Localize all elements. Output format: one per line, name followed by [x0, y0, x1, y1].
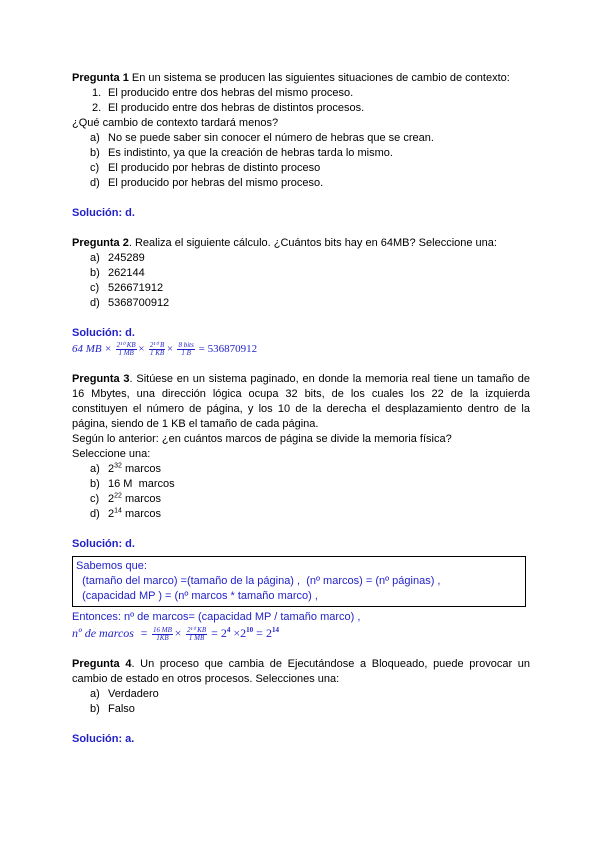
fraction — [177, 342, 194, 357]
item-number: 2. — [92, 102, 102, 114]
option-letter: c) — [90, 162, 100, 174]
option-text: Falso — [108, 702, 135, 715]
fraction — [116, 342, 137, 357]
box-line: (tamaño del marco) =(tamaño de la página) , (nº marcos) = (nº páginas) , — [76, 575, 441, 587]
option-c — [72, 492, 530, 507]
exponent: 14 — [271, 626, 279, 634]
option-text: marcos — [121, 463, 162, 475]
option-c — [72, 161, 530, 176]
numerator: 2¹⁰ KB — [116, 340, 136, 349]
q1-text: En un sistema se producen las siguientes situaciones de cambio de contexto: — [128, 72, 510, 84]
q2-text: . Realiza el siguiente cálculo. ¿Cuántos bits hay en 64MB? Seleccione una: — [128, 237, 497, 249]
q1-solution: Solución: d. — [72, 207, 135, 219]
option-letter: b) — [90, 267, 100, 279]
item-text: El producido entre dos hebras de distintos procesos. — [108, 102, 365, 114]
q4-para-line — [72, 657, 530, 672]
q3-formula: nº de marcos = $\frac{16 MB}{1KB}$ × $\frac{\text{2¹⁰ KB}}{1 MB}$ = $2^4 \times 2^{10} = 2^{14}$ — [72, 625, 279, 642]
q1-header — [72, 71, 530, 86]
exponent: 4 — [226, 626, 231, 634]
option-a — [72, 462, 530, 477]
numerator: 8 bits — [178, 340, 194, 349]
q3-para-line: 16 Mbytes, una dirección lógica ocupa 32 bits, de los cuales los 22 de la izquierda — [72, 388, 530, 400]
option-text: El producido por hebras de distinto proceso — [108, 162, 321, 174]
box-line: (capacidad MP ) = (nº marcos * tamaño marco) , — [76, 590, 318, 602]
explanation-box — [72, 556, 526, 607]
q2-label: Pregunta 2 — [72, 237, 129, 249]
q3-select: Seleccione una: — [72, 448, 151, 460]
q4-label: Pregunta 4 — [72, 657, 132, 670]
option-text: No se puede saber sin conocer el número de hebras que se crean. — [108, 132, 434, 144]
option-letter: b) — [90, 147, 100, 159]
option-d — [72, 507, 530, 522]
option-text: 5368700912 — [108, 297, 170, 309]
option-a — [72, 251, 530, 266]
numerator: 2¹⁰ B — [149, 340, 165, 349]
option-text: 526671912 — [108, 282, 164, 294]
box-line: Sabemos que: — [76, 560, 147, 572]
fraction — [152, 627, 173, 642]
item-number: 1. — [92, 87, 102, 99]
item-text: El producido entre dos hebras del mismo proceso. — [108, 87, 354, 99]
option-b — [72, 702, 530, 717]
list-item — [72, 101, 530, 116]
option-letter: b) — [90, 702, 100, 715]
option-letter: d) — [90, 508, 100, 520]
q3-para-line — [72, 372, 530, 387]
formula-lead: 64 MB × — [72, 343, 112, 355]
option-base: 2 — [108, 493, 115, 505]
option-letter: d) — [90, 297, 100, 309]
formula-lead: nº de marcos = — [72, 626, 149, 640]
option-letter: b) — [90, 478, 100, 490]
option-exponent: 32 — [114, 462, 122, 470]
option-text: marcos — [132, 478, 175, 490]
q3-question: Según lo anterior: ¿en cuántos marcos de página se divide la memoria física? — [72, 433, 452, 445]
denominator: 1 KB — [149, 348, 165, 357]
option-letter: c) — [90, 493, 100, 505]
q3-para-line: constituyen el número de página, y los 10 de la derecha el desplazamiento dentro de la — [72, 403, 530, 415]
option-text: 262144 — [108, 267, 145, 279]
para-text: . Un proceso que cambia de Ejecutándose a Bloqueado, puede provocar un — [131, 657, 530, 670]
q3-para-line: página, siendo de 1 KB el tamaño de cada página. — [72, 418, 319, 430]
q2-solution: Solución: d. — [72, 327, 135, 339]
numerator: 2¹⁰ KB — [187, 625, 207, 634]
option-base: 2 — [108, 508, 115, 520]
denominator: 1 MB — [118, 348, 134, 357]
option-text: marcos — [121, 508, 162, 520]
option-letter: a) — [90, 687, 100, 700]
option-text: Es indistinto, ya que la creación de hebras tarda lo mismo. — [108, 147, 393, 159]
q4-para-line: cambio de estado en otros procesos. Selecciones una: — [72, 672, 340, 685]
denominator: 1 B — [181, 348, 191, 357]
q1-question: ¿Qué cambio de contexto tardará menos? — [72, 117, 279, 129]
formula-result: = 536870912 — [198, 343, 258, 355]
option-text: marcos — [121, 493, 162, 505]
option-letter: a) — [90, 463, 100, 475]
exponent: 10 — [246, 626, 254, 634]
option-c — [72, 281, 530, 296]
q3-label: Pregunta 3 — [72, 373, 130, 385]
denominator: 1 MB — [188, 633, 205, 642]
option-exponent: 14 — [114, 507, 122, 515]
option-b — [72, 146, 530, 161]
numerator: 16 MB — [153, 625, 172, 634]
option-letter: c) — [90, 282, 100, 294]
option-base: 16 M — [108, 478, 133, 490]
option-text: El producido por hebras del mismo proceso. — [108, 177, 324, 189]
option-a — [72, 131, 530, 146]
q1-label: Pregunta 1 — [72, 72, 129, 84]
q3-solution: Solución: d. — [72, 538, 135, 550]
q2-header — [72, 236, 530, 251]
option-text: Verdadero — [108, 687, 159, 700]
q3-then: Entonces: nº de marcos= (capacidad MP / tamaño marco) , — [72, 611, 361, 623]
denominator: 1KB — [156, 633, 169, 642]
option-exponent: 22 — [114, 492, 122, 500]
q4-solution: Solución: a. — [72, 732, 135, 745]
list-item — [72, 86, 530, 101]
q2-formula: 64 MB × $\frac{\text{2¹⁰ KB}}{1 MB}$ × $\frac{\text{2¹⁰ B}}{1 KB}$ × $\frac{\text{8 bits}}{1 B}$ = 536870912 — [72, 340, 258, 357]
option-text: 245289 — [108, 252, 145, 264]
document-body — [72, 71, 530, 747]
fraction — [186, 627, 207, 642]
option-d — [72, 176, 530, 191]
option-letter: d) — [90, 177, 100, 189]
option-b — [72, 477, 530, 492]
option-letter: a) — [90, 252, 100, 264]
option-base: 2 — [108, 463, 115, 475]
option-a — [72, 687, 530, 702]
para-text: . Sitúese en un sistema paginado, en donde la memoria real tiene un tamaño de — [129, 373, 530, 385]
option-letter: a) — [90, 132, 100, 144]
option-d — [72, 296, 530, 311]
fraction — [149, 342, 165, 357]
option-b — [72, 266, 530, 281]
